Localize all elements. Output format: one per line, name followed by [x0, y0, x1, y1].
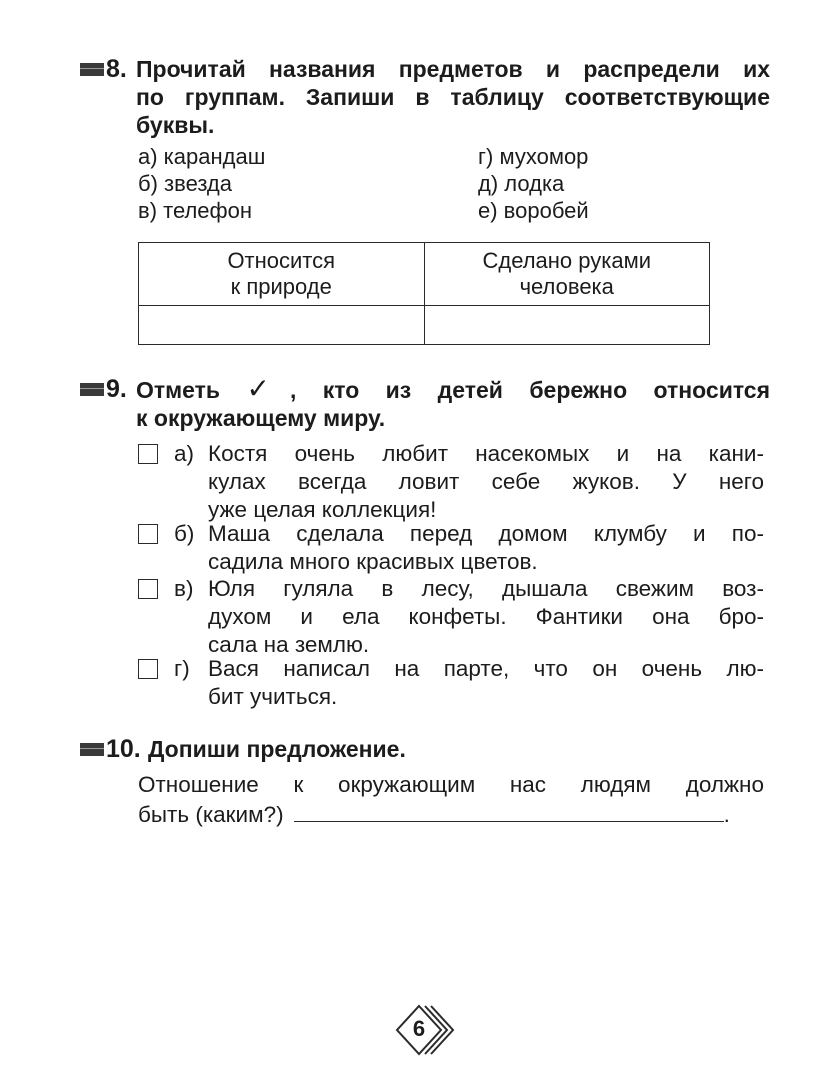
- table-header-nature: Относится к природе: [139, 243, 425, 306]
- page-number: 6: [412, 1016, 426, 1041]
- sentence-line: Отношение к окружающим нас людям должно: [138, 772, 764, 797]
- task-10: [80, 735, 770, 765]
- choice-item: [138, 520, 764, 576]
- page-number-badge: [395, 1002, 459, 1058]
- answer-blank-line[interactable]: [294, 801, 724, 822]
- choice-text: Костя очень любит насекомых и на кани- кулах всегда ловит себе жуков. У него уже целая коллекция!: [208, 441, 764, 522]
- task-text: [136, 55, 770, 139]
- choice-item: [138, 575, 764, 659]
- task-number: 8.: [106, 55, 127, 83]
- checkbox[interactable]: [138, 524, 158, 544]
- task-number: 10.: [106, 735, 141, 763]
- answer-cell-man-made[interactable]: [424, 306, 710, 345]
- task-marker: [80, 743, 104, 756]
- check-mark-icon: ✓: [246, 373, 290, 404]
- choice-item: [138, 655, 764, 711]
- task-text-line: по группам. Запиши в таблицу соответствующие: [136, 84, 770, 110]
- option-item: б) звезда: [138, 171, 232, 196]
- task-marker: [80, 383, 104, 396]
- checkbox[interactable]: [138, 579, 158, 599]
- task-number: 9.: [106, 375, 127, 403]
- option-item: а) карандаш: [138, 144, 266, 169]
- checkbox[interactable]: [138, 444, 158, 464]
- task-text-line: Отметь ✓, кто из детей бережно относится: [136, 373, 771, 404]
- choice-text: Юля гуляла в лесу, дышала свежим воз- духом и ела конфеты. Фантики она бро- сала на землю.: [208, 576, 764, 657]
- choice-letter: б): [174, 521, 195, 546]
- choice-text: Маша сделала перед домом клумбу и по- садила много красивых цветов.: [208, 521, 764, 574]
- option-item: е) воробей: [478, 198, 589, 223]
- choice-text: Вася написал на парте, что он очень лю- бит учиться.: [208, 656, 764, 709]
- sentence-line: быть (каким?) .: [138, 802, 730, 827]
- task-text: [136, 375, 770, 432]
- choice-letter: г): [174, 656, 190, 681]
- option-item: в) телефон: [138, 198, 253, 223]
- choice-item: [138, 440, 764, 524]
- task-title: Допиши предложение.: [148, 736, 406, 762]
- table-header-man-made: Сделано руками человека: [424, 243, 710, 306]
- task-8: [80, 55, 770, 138]
- options-right: [478, 143, 589, 224]
- sorting-table: [138, 242, 710, 345]
- task-9: [80, 375, 770, 435]
- checkbox[interactable]: [138, 659, 158, 679]
- task-marker: [80, 63, 104, 76]
- task-text-line: к окружающему миру.: [136, 405, 386, 431]
- task-text-line: Прочитай названия предметов и распредели их: [136, 56, 770, 82]
- choice-letter: в): [174, 576, 194, 601]
- choice-letter: а): [174, 441, 195, 466]
- answer-cell-nature[interactable]: [139, 306, 425, 345]
- completion-sentence: [138, 770, 764, 830]
- option-item: д) лодка: [478, 171, 565, 196]
- task-text-line: буквы.: [136, 112, 215, 138]
- option-item: г) мухомор: [478, 144, 589, 169]
- options-left: [138, 143, 265, 224]
